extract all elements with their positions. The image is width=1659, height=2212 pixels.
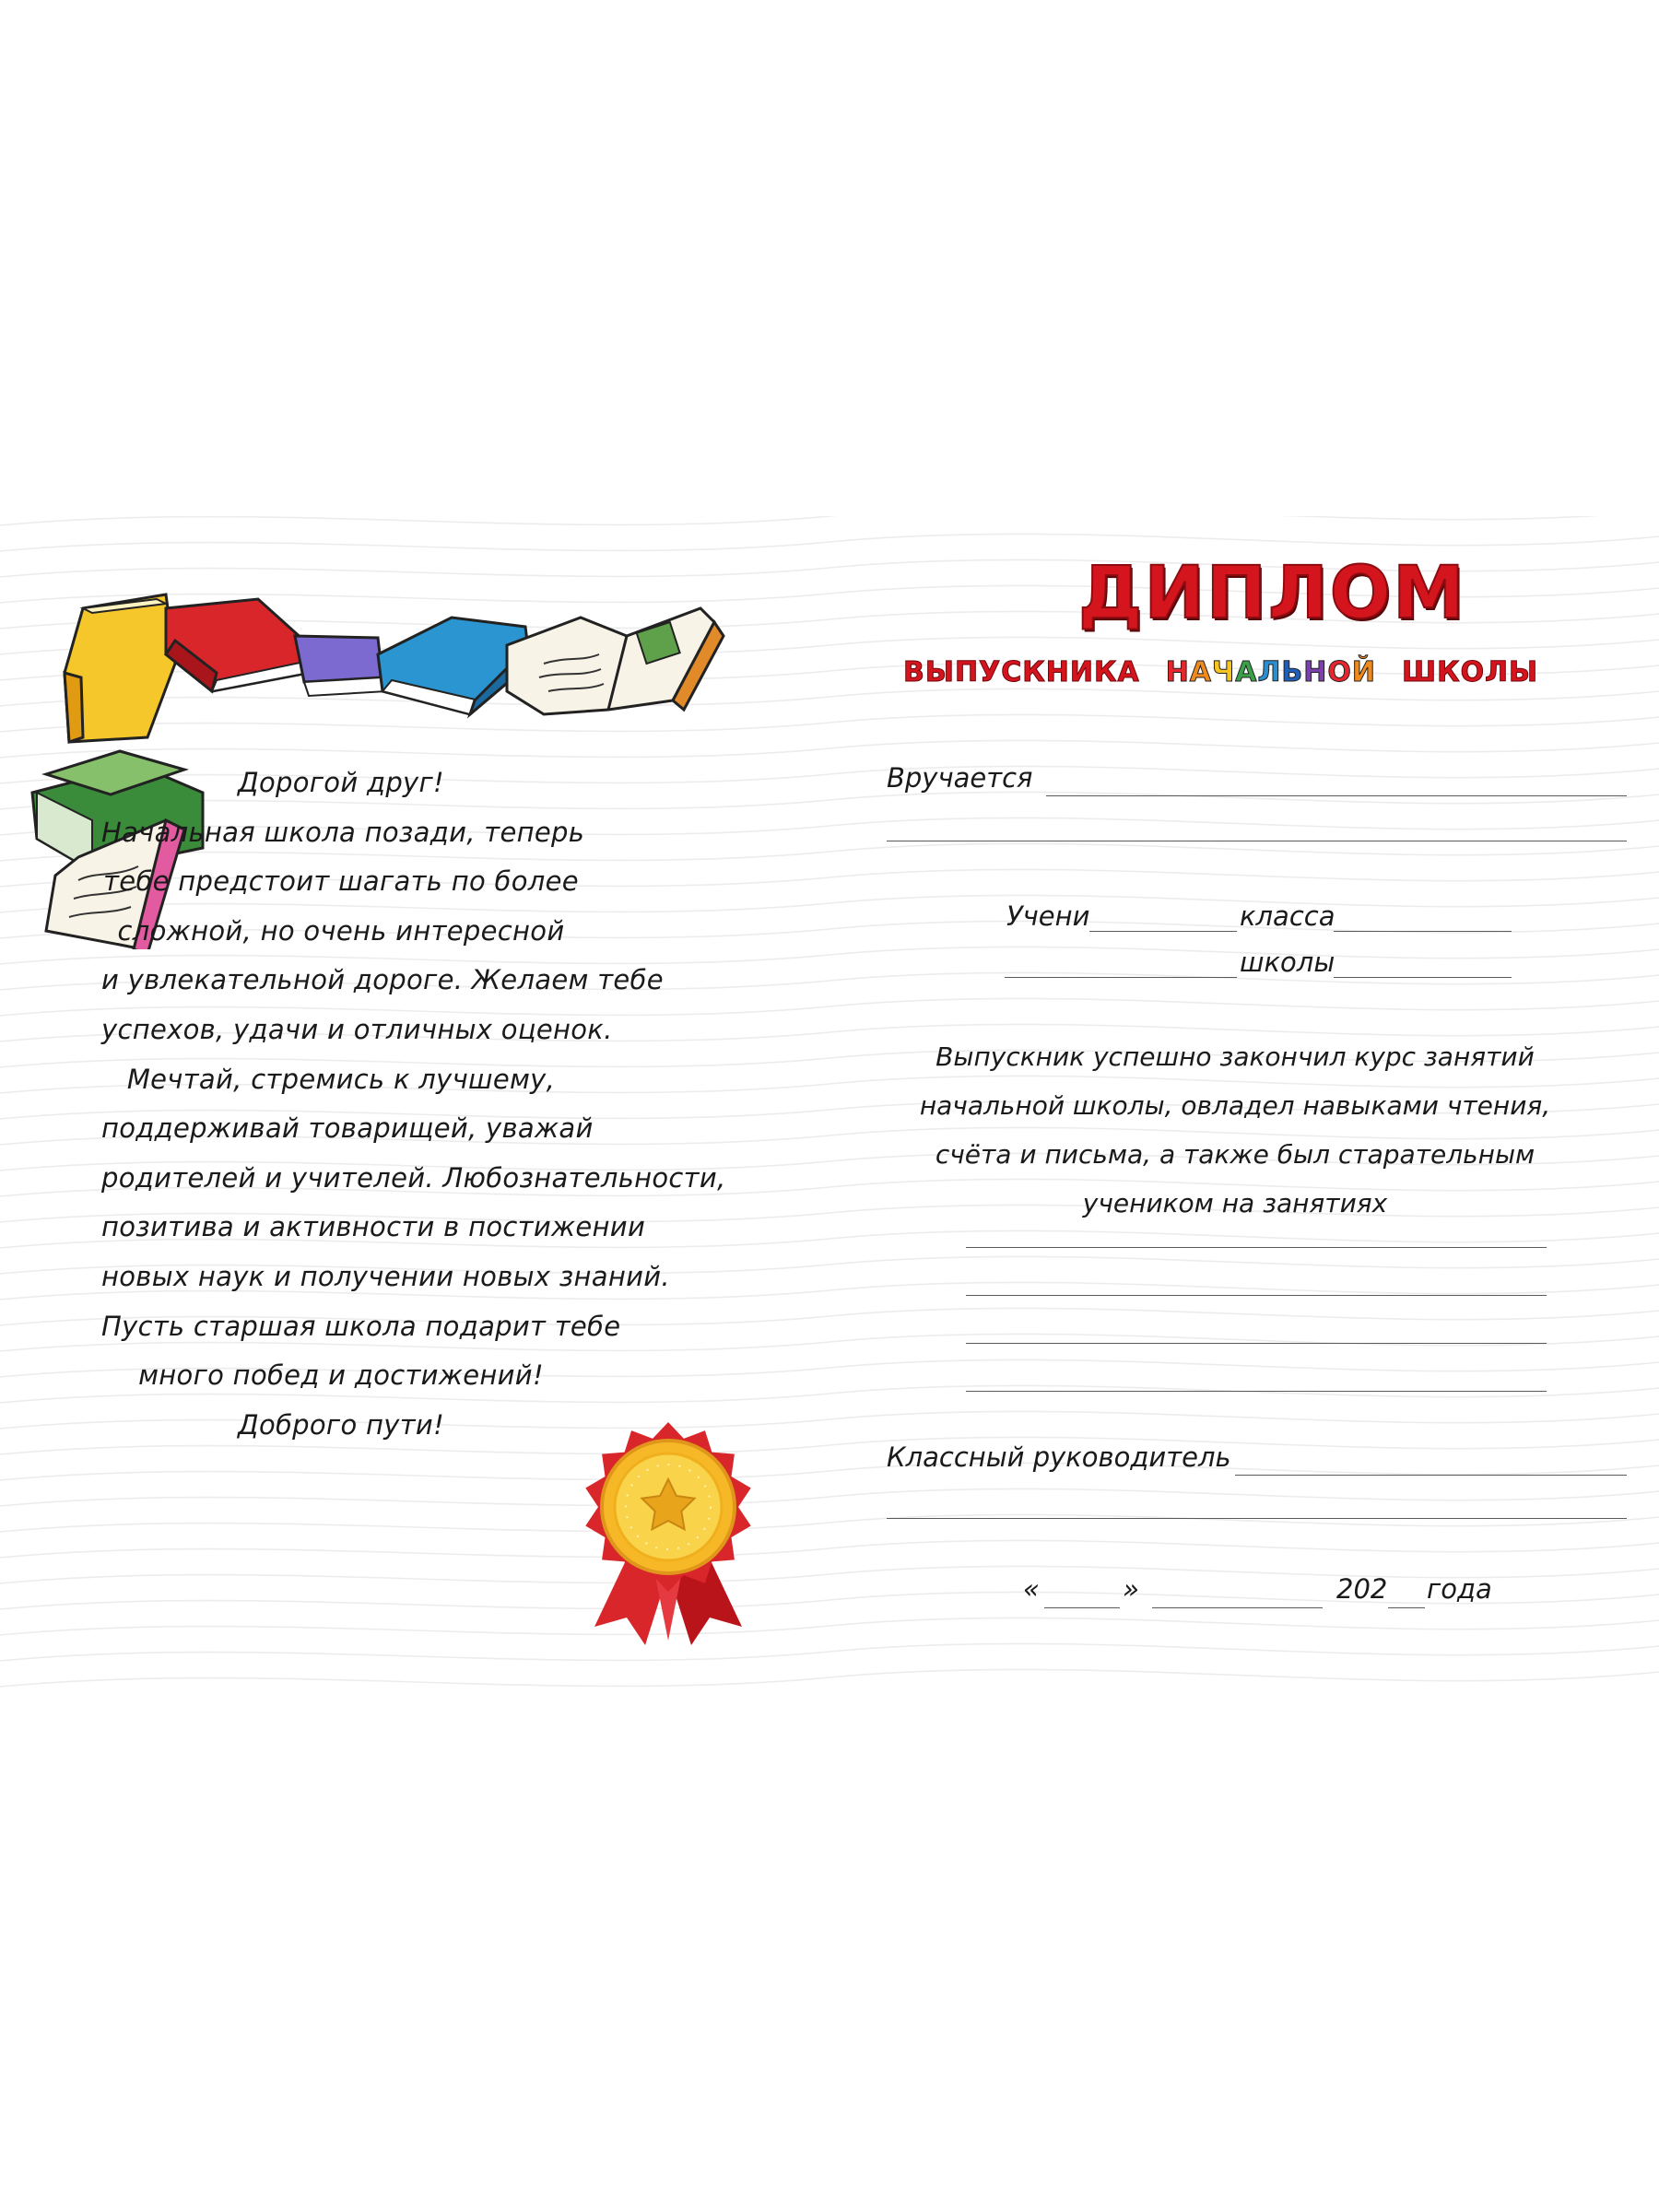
greeting-text xyxy=(101,759,726,1450)
greeting-line: Дорогой друг! xyxy=(238,767,444,798)
greeting-line: успехов, удачи и отличных оценок. xyxy=(101,1013,613,1045)
greeting-line: родителей и учителей. Любознательности, xyxy=(101,1161,726,1194)
subtitle-word-graduate: ВЫПУСКНИКА xyxy=(903,656,1140,688)
achievement-line: счёта и письма, а также был старательным xyxy=(935,1139,1535,1170)
greeting-line: сложной, но очень интересной xyxy=(117,914,565,947)
date-month-line[interactable] xyxy=(1152,1607,1323,1608)
activities-line-3[interactable] xyxy=(966,1343,1547,1344)
subtitle-letter: Л xyxy=(1257,656,1282,688)
teacher-name-line[interactable] xyxy=(1235,1475,1627,1476)
subtitle-letter: Н xyxy=(1303,656,1328,688)
activities-line-4[interactable] xyxy=(966,1391,1547,1392)
subtitle-letter: Й xyxy=(1351,656,1377,688)
subtitle-letter: А xyxy=(1235,656,1258,688)
school-name-line[interactable] xyxy=(1334,977,1512,978)
school-label: школы xyxy=(1240,947,1335,978)
teacher-label: Классный руководитель xyxy=(887,1441,1231,1473)
achievement-line: Выпускник успешно закончил курс занятий xyxy=(935,1041,1535,1072)
greeting-line: поддерживай товарищей, уважай xyxy=(101,1112,594,1145)
date-day-line[interactable] xyxy=(1044,1607,1120,1608)
diploma-title: ДИПЛОМ xyxy=(1078,552,1466,635)
school-number-line[interactable] xyxy=(1005,977,1237,978)
class-number-line[interactable] xyxy=(1334,931,1512,932)
date-close-quote: » xyxy=(1123,1573,1139,1605)
student-label: Учени xyxy=(1006,900,1090,932)
class-label: класса xyxy=(1240,900,1335,932)
activities-line-2[interactable] xyxy=(966,1295,1547,1296)
greeting-line: новых наук и получении новых знаний. xyxy=(101,1260,670,1292)
subtitle-letter: Ь xyxy=(1281,656,1304,688)
teacher-name-line-2[interactable] xyxy=(887,1518,1627,1519)
subtitle-letter: О xyxy=(1327,656,1352,688)
greeting-line: Доброго пути! xyxy=(237,1408,445,1441)
achievement-line: учеником на занятиях xyxy=(1082,1188,1388,1218)
greeting-line: Начальная школа позади, теперь xyxy=(101,816,585,848)
date-open-quote: « xyxy=(1023,1573,1040,1605)
awarded-label: Вручается xyxy=(887,762,1033,794)
subtitle-word-school: ШКОЛЫ xyxy=(1402,656,1539,688)
activities-line-1[interactable] xyxy=(966,1247,1547,1248)
student-ending-line[interactable] xyxy=(1089,931,1237,932)
date-suffix: года xyxy=(1427,1573,1492,1605)
greeting-line: много побед и достижений! xyxy=(138,1359,544,1392)
greeting-line: и увлекательной дороге. Желаем тебе xyxy=(101,964,664,996)
date-year-line[interactable] xyxy=(1388,1607,1425,1608)
diploma-spread xyxy=(0,516,1659,1696)
gold-star-medal-icon xyxy=(571,1419,765,1650)
subtitle-letter: Н xyxy=(1165,656,1190,688)
date-year: 202 xyxy=(1336,1573,1388,1605)
greeting-line: тебе предстоит шагать по более xyxy=(103,865,579,898)
diploma-subtitle xyxy=(903,656,1604,688)
subtitle-word-primary xyxy=(1165,656,1377,688)
achievement-text xyxy=(885,1032,1585,1228)
greeting-line: Мечтай, стремись к лучшему, xyxy=(126,1063,556,1095)
greeting-line: Пусть старшая школа подарит тебе xyxy=(101,1310,621,1342)
achievement-line: начальной школы, овладел навыками чтения, xyxy=(919,1090,1551,1121)
greeting-line: позитива и активности в постижении xyxy=(101,1211,646,1243)
subtitle-letter: А xyxy=(1189,656,1213,688)
subtitle-letter: Ч xyxy=(1212,656,1236,688)
awarded-name-line[interactable] xyxy=(1046,795,1627,796)
